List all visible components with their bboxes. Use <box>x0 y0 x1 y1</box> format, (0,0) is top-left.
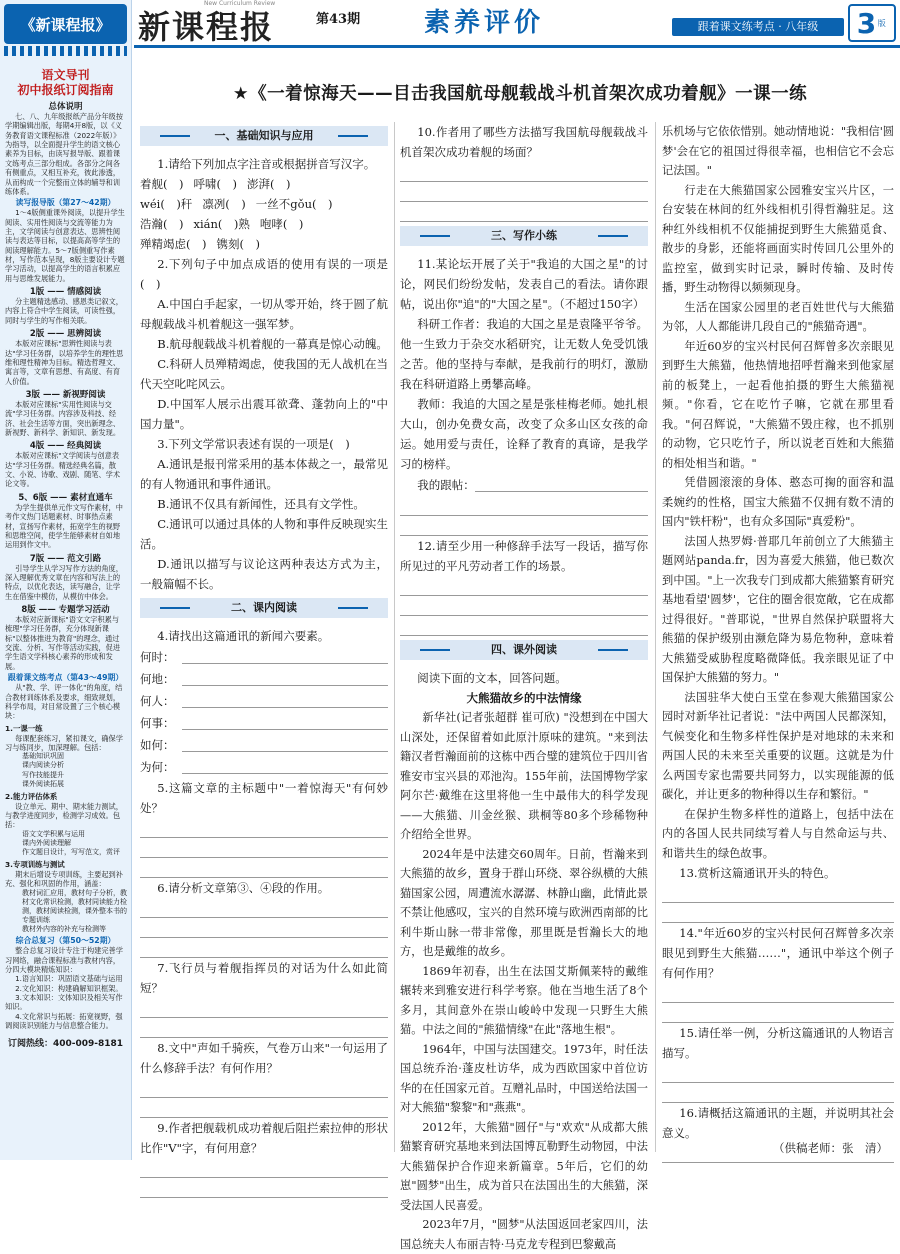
list-item: 教材外内容的补充与检测等 <box>22 925 106 934</box>
answer-line[interactable] <box>182 712 388 730</box>
answer-line[interactable] <box>140 898 388 918</box>
sidebar-subheading: 7版 —— 范文引路 <box>29 553 102 564</box>
word-item: 澎湃( ) <box>246 177 291 191</box>
answer-line[interactable] <box>140 1018 388 1038</box>
sidebar-text: 从"教、学、评一体化"的角度，结合教材训练体系及要求，细致规划，科学布局，对目常设置了三个核心模块： <box>5 683 123 721</box>
sidebar-section-heading: 跟着课文练考点（第43～49期） <box>7 673 124 683</box>
fill-label: 何事： <box>140 716 175 730</box>
page-number: 3 <box>856 6 877 40</box>
answer-line[interactable] <box>662 903 894 923</box>
answer-line[interactable] <box>140 1178 388 1198</box>
sidebar-text: 设立单元、期中、期末能力测试，与教学进度同步，检测学习成效。包括： <box>5 801 123 830</box>
sidebar-intro: 七、八、九年级报纸产品分年级按学期编辑出版，每期4开8版，以《义务教育语文课程标准（2022年版）》为指导，以全面提升学生的语文核心素养为目标，由读写报导版、跟着课文练考点三部分组成。各部分之间各有侧重点，又相互补充，彼此渗透，从而构成一个完整而立体的辅导和训练体系。 <box>5 112 123 196</box>
question: 7.飞行员与着舰指挥员的对话为什么如此简短？ <box>140 961 388 995</box>
fill-label: 何人： <box>140 694 175 708</box>
option: B.航母舰载战斗机着舰的一幕真是惊心动魄。 <box>157 337 388 351</box>
answer-line[interactable] <box>140 998 388 1018</box>
article-paragraph: 凭借圆滚滚的身体、憨态可掬的面容和温柔婉约的性格，国宝大熊猫不仅拥有数不清的国内"铁杆粉"，也有众多国际"真爱粉"。 <box>662 476 894 528</box>
word-item: wéi( )秆 <box>140 197 193 211</box>
sidebar-title: 语文导刊 <box>41 68 90 82</box>
module-list <box>0 830 131 857</box>
answer-line[interactable] <box>662 883 894 903</box>
word-item: 一丝不gǒu( ) <box>255 197 333 211</box>
fill-label: 何时： <box>140 650 175 664</box>
article-paragraph: 行走在大熊猫国家公园雅安宝兴片区，一台安装在林间的红外线相机引得哲瀚驻足。这种红外线相机不仅能捕捉到野生大熊猫觅食、散步的身影，还能将画面实时传回几公里外的监控室，做到实时记录，瞬时传输、及时传播，野生动物得以频频现身。 <box>662 183 894 294</box>
fill-row <box>400 474 648 496</box>
question: 8.文中"声如千骑疾，气卷万山来"一句运用了什么修辞手法？有何作用？ <box>140 1041 388 1075</box>
word-item: 呼啸( ) <box>193 177 237 191</box>
module-list <box>0 889 131 934</box>
option: A.中国白手起家，一切从零开始，终于圆了航母舰载战斗机着舰这一强军梦。 <box>140 297 388 331</box>
fill-row <box>140 712 388 734</box>
sidebar-subheading: 3版 —— 新视野阅读 <box>25 389 106 400</box>
answer-line[interactable] <box>400 162 648 182</box>
list-item: 课内外阅读理解 <box>22 838 71 847</box>
answer-line[interactable] <box>182 734 388 752</box>
option: B.通讯不仅具有新闻性，还具有文学性。 <box>157 497 365 511</box>
answer-line[interactable] <box>662 1003 894 1023</box>
article-paragraph: 年近60岁的宝兴村民何召辉曾多次亲眼见到野生大熊猫，他热情地招呼哲瀚来到他家屋前的板凳上，一起看他拍摄的野生大熊猫视频。"你看，它在吃竹子嘛，它就在那里看我。"何召辉说，"大熊猫不毁庄稼，也不抓别的动物，它只吃竹子，所以说老百姓和大熊猫的相处相当和谐。" <box>662 339 894 470</box>
sidebar-subheading: 5、6版 —— 素材直通车 <box>18 492 113 503</box>
sidebar-text: 本版对应新课标"语文文字积累与梳理"学习任务群，充分体现新课标"以整体推进为教育"的理念，通过交流、分析、写作等活动实践，促进学生语文学科核心素养的形成和发展。 <box>5 615 121 671</box>
fill-row <box>140 690 388 712</box>
article-title: 大熊猫故乡的中法情缘 <box>466 691 582 705</box>
answer-line[interactable] <box>662 1083 894 1103</box>
sidebar-section-heading: 读写报导版（第27～42期） <box>15 198 116 208</box>
word-row <box>140 214 388 234</box>
article-paragraph: 2024年是中法建交60周年。日前，哲瀚来到大熊猫的故乡，置身于群山环绕、翠谷纵横的大熊猫国家公园，周遭流水潺潺、林静山幽，此情此景不禁让他感叹，宝兴的自然环境与欧洲西南部的比利牛斯山脉一带非常像，那里既是哲瀚长大的地方，也是戴维的故乡。 <box>400 847 648 958</box>
section-heading: 二、课内阅读 <box>140 598 388 618</box>
answer-line[interactable] <box>400 616 648 636</box>
sidebar-text: 3.文本知识：文体知识及相关写作知识。 <box>5 992 123 1012</box>
answer-line[interactable] <box>182 646 388 664</box>
answer-line[interactable] <box>140 1078 388 1098</box>
sidebar-text: 1.语言知识：巩固语文基础与运用 <box>15 974 123 984</box>
word-item: 咆哮( ) <box>259 217 304 231</box>
newspaper-logo: 《新课程报》 <box>4 4 127 44</box>
module-heading: 3.专项训练与测试 <box>5 860 65 870</box>
column-divider <box>394 122 395 1152</box>
list-item: 课内阅读分析 <box>22 761 64 770</box>
answer-line[interactable] <box>140 1098 388 1118</box>
question: 14."年近60岁的宝兴村民何召辉曾多次亲眼见到野生大熊猫……"，通讯中举这个例子有何作用？ <box>662 926 894 980</box>
word-row <box>140 194 388 214</box>
answer-line[interactable] <box>400 182 648 202</box>
question: 4.请找出这篇通讯的新闻六要素。 <box>157 629 330 643</box>
article-paragraph: 乐机场与它依依惜别。她动情地说："我相信'圆梦'会在它的祖国过得很幸福，也相信它不会忘记法国。" <box>662 125 894 177</box>
word-item: 镌刻( ) <box>216 237 260 251</box>
fill-row <box>140 734 388 756</box>
answer-line[interactable] <box>475 474 648 492</box>
module-heading: 2.能力评估体系 <box>5 791 58 801</box>
column-divider <box>655 122 656 1152</box>
question: 12.请至少用一种修辞手法写一段话，描写你所见过的平凡劳动者工作的场景。 <box>400 539 648 573</box>
sidebar-text: 为学生提供单元作文写作素材，中考作文热门话题素材、时事热点素材，宣扬写作素材，拓宽学生的视野和思维空间，使学生能够素材自如地运用到作文中。 <box>5 502 123 550</box>
page-number-box <box>848 4 896 42</box>
question: 5.这篇文章的主标题中"一着惊海天"有何妙处？ <box>140 781 388 815</box>
question: 16.请概括这篇通讯的主题，并说明其社会意义。 <box>662 1106 894 1140</box>
list-item: 语文文学积累与运用 <box>22 829 85 838</box>
answer-line[interactable] <box>182 756 388 774</box>
word-item: 殚精竭虑( ) <box>140 237 207 251</box>
sidebar-title-2: 初中报纸订阅指南 <box>17 83 114 97</box>
option: A.通讯是报刊常采用的基本体裁之一，最常见的有人物通讯和事件通讯。 <box>140 457 388 491</box>
module-heading: 1.一课一练 <box>5 723 43 733</box>
option: C.科研人员殚精竭虑，使我国的无人战机在当代天空叱咤风云。 <box>140 357 388 391</box>
fill-label: 何地： <box>140 672 175 686</box>
question: 2.下列句子中加点成语的使用有误的一项是( ) <box>140 257 388 291</box>
word-item: 浩瀚( ) <box>140 217 184 231</box>
article-paragraph: 法国人热罗姆·普耶几年前创立了大熊猫主题网站panda.fr，因为喜爱大熊猫，他已数次到中国。"上一次我专门到成都大熊猫繁育研究基地看望'圆梦'，它住的圈舍很宽敞，它在成都过得很好。"普耶说，"世界自然保护联盟将大熊猫的保护级别由濒危降为易危物种，意味着大熊猫受威胁程度略微降低。我亲眼见证了中国保护大熊猫的努力。" <box>662 534 894 684</box>
column-1 <box>140 122 388 1198</box>
sidebar-text: 本版对应课标"文学阅读与创意表达"学习任务群。精选经典名篇，散文、小说、诗歌、戏剧、随笔、学术论文等。 <box>5 451 121 489</box>
question: 10.作者用了哪些方法描写我国航母舰载战斗机首架次成功着舰的场面？ <box>400 125 648 159</box>
sidebar <box>0 0 132 1160</box>
article-paragraph: 在保护生物多样性的道路上，包括中法在内的各国人民共同续写着人与自然命运与共、和谐共生的绿色故事。 <box>662 807 894 860</box>
section-name: 素养评价 <box>424 8 545 38</box>
masthead-english: New Curriculum Review <box>204 0 276 7</box>
question: 13.赏析这篇通讯开头的特色。 <box>679 866 836 880</box>
sidebar-subheading: 4版 —— 经典阅读 <box>29 441 102 452</box>
decorative-strip <box>4 46 127 56</box>
fill-row <box>140 756 388 778</box>
answer-line[interactable] <box>140 858 388 878</box>
sidebar-text: 2.文化知识：构建确解知识框架。 <box>15 983 123 993</box>
example-post: 科研工作者：我追的大国之星是袁隆平爷爷。他一生致力于杂交水稻研究，让无数人免受饥饿之苦。他的坚持与奉献，是我前行的明灯，激励我在科研道路上勇攀高峰。 <box>400 317 648 391</box>
sidebar-text: 整合总复习设计专注于构建完善学习网络，融合课程标准与教材内容，分四大模块精炼知识： <box>5 946 123 974</box>
word-item: xián( )熟 <box>193 217 250 231</box>
answer-line[interactable] <box>182 668 388 686</box>
masthead: 新课程报 <box>138 8 275 46</box>
column-3 <box>662 122 894 1163</box>
sidebar-subheading: 1版 —— 情感阅读 <box>29 287 102 298</box>
option: C.通讯可以通过具体的人物和事件反映现实生活。 <box>140 517 388 551</box>
question: 15.请任举一例，分析这篇通讯的人物语言描写。 <box>662 1026 894 1060</box>
word-item: 着舰( ) <box>140 177 184 191</box>
fill-label: 如何： <box>140 738 175 752</box>
answer-line[interactable] <box>662 1063 894 1083</box>
sidebar-text: 本版对应课标"实用性阅读与交流"学习任务群。内容涉及科技、经济、社会生活等方面，突出新理念、新视野、新科学、新知识、新发现。 <box>5 399 121 438</box>
article-paragraph: 1869年初春，出生在法国艾斯佩莱特的戴维辗转来到雅安进行科学考察。他在当地生活了8个多月，其间意外在崇山峻岭中发现一只野生大熊猫。中法之间的"熊猫情缘"在此"落地生根"。 <box>400 964 648 1036</box>
sidebar-text: 4.文化常识与拓展：拓宽视野，强调阅读识别能力与信息整合能力。 <box>5 1011 123 1031</box>
answer-line[interactable] <box>182 690 388 708</box>
sidebar-text: 期末后增设专项训练，主要起到补充、强化和巩固的作用，涵盖： <box>5 870 123 889</box>
fill-row <box>140 668 388 690</box>
overall-heading: 总体说明 <box>48 102 83 112</box>
section-heading: 三、写作小练 <box>400 226 648 246</box>
word-row <box>140 174 388 194</box>
word-item: 凛冽( ) <box>202 197 246 211</box>
question: 9.作者把舰载机成功着舰后阻拦索拉伸的形状比作"V"字，有何用意？ <box>140 1121 388 1155</box>
sidebar-subheading: 2版 —— 思辨阅读 <box>29 329 102 340</box>
column-2 <box>400 122 648 1254</box>
fill-label: 我的跟帖： <box>417 478 475 492</box>
list-item: 教材词汇应用，教材句子分析，教材文化常识检测，教材同读能力检测，教材阅读检测，课外整本书的专题训练 <box>22 888 127 925</box>
question: 3.下列文学常识表述有误的一项是( ) <box>157 437 350 451</box>
answer-line[interactable] <box>400 516 648 536</box>
sidebar-subheading: 8版 —— 专题学习活动 <box>21 605 110 616</box>
answer-line[interactable] <box>400 596 648 616</box>
question: 1.请给下列加点字注音或根据拼音写汉字。 <box>157 157 376 171</box>
answer-line[interactable] <box>140 1158 388 1178</box>
page-header <box>134 0 900 48</box>
page-unit: 版 <box>877 19 887 27</box>
answer-line[interactable] <box>140 938 388 958</box>
list-item: 写作技能提升 <box>22 770 64 779</box>
example-post: 教师：我追的大国之星是张桂梅老师。她扎根大山，创办免费女高，改变了众多山区女孩的命运。她用爱与责任，诠释了教育的真谛，是我学习的榜样。 <box>400 397 648 471</box>
article-paragraph: 生活在国家公园里的老百姓世代与大熊猫为邻，人人都能讲几段自己的"熊猫奇遇"。 <box>662 300 894 333</box>
fill-label: 为何： <box>140 760 175 774</box>
option: D.通讯以描写与议论这两种表达方式为主，一般篇幅不长。 <box>140 557 388 591</box>
issue-number: 第43期 <box>316 12 361 27</box>
list-item: 基础知识巩固 <box>22 752 64 761</box>
word-row <box>140 234 388 254</box>
answer-line[interactable] <box>140 918 388 938</box>
section-heading: 一、基础知识与应用 <box>140 126 388 146</box>
option: D.中国军人展示出震耳欲聋、蓬勃向上的"中国力量"。 <box>140 397 388 431</box>
sidebar-text: 引导学生从学习写作方法的角度，深入理解优秀文章在内容和写法上的特点，以优化表达，读写融合，让学生在借鉴中模仿，从模仿中体会。 <box>5 563 123 601</box>
list-item: 作文题目设计，写写范文，赏评 <box>22 847 120 856</box>
answer-line[interactable] <box>140 838 388 858</box>
article-paragraph: 新华社(记者张超群 崔可欣) "没想到在中国大山深处，还保留着如此原汁原味的建筑。"来到法籍汉者哲瀚面前的这栋中西合璧的建筑位于四川省雅安市宝兴县的邓池沟。155年前，法国博物学家阿尔芒·戴维在这里将他一生中最伟大的科学发现——大熊猫、川金丝猴、珙桐等80多个珍稀物种介绍给全世界。 <box>400 711 648 841</box>
article-paragraph: 2023年7月，"圆梦"从法国返回老家四川，法国总统夫人布丽吉特·马克龙专程到巴黎戴高 <box>400 1218 648 1251</box>
answer-line[interactable] <box>400 202 648 222</box>
answer-line[interactable] <box>140 818 388 838</box>
list-item: 课外阅读拓展 <box>22 779 64 788</box>
answer-line[interactable] <box>400 576 648 596</box>
question: 11.某论坛开展了关于"我追的大国之星"的讨论，网民们纷纷发帖，发表自己的看法。请你跟帖，说出你"追"的"大国之星"。（不超过150字） <box>400 257 648 311</box>
sidebar-text: 1～4版侧重课外阅读，以提升学生阅读、实用性阅读与交流等能力为主，文学阅读与创意表达、思辨性阅读与表达等目标，以提高高等学生的阅读理解能力。5～7版侧重写作素材，写作范本呈现，8版主要设计专题学习活动，以提高学生的语言积累应用与思维发展能力。 <box>5 208 125 283</box>
tagline: 跟着课文练考点 · 八年级 <box>672 18 844 36</box>
page-title: ★《一着惊海天——目击我国航母舰载战斗机首架次成功着舰》一课一练 <box>232 84 808 104</box>
article-paragraph: 2012年，大熊猫"圆仔"与"欢欢"从成都大熊猫繁育研究基地来到法国博瓦勒野生动物园，中法大熊猫保护合作迎来新篇章。5年后，它们的幼崽"圆梦"出生，成为首只在法国出生的大熊猫，深受法国人民喜爱。 <box>400 1120 648 1212</box>
sidebar-text: 本版对应课标"思辨性阅读与表达"学习任务群，以培养学生的理性思维和理性精神为目标。精选哲理文、寓言等，文章有思想、有高度、有育人价值。 <box>5 339 124 386</box>
instruction: 阅读下面的文本，回答问题。 <box>417 671 567 685</box>
answer-line[interactable] <box>662 983 894 1003</box>
answer-line[interactable] <box>400 496 648 516</box>
article-paragraph: 1964年，中国与法国建交。1973年，时任法国总统乔治·蓬皮杜访华，成为西欧国家中首位访华的在任国家元首。互赠礼品时，中国送给法国一对大熊猫"黎黎"和"燕燕"。 <box>400 1042 648 1114</box>
sidebar-section-heading: 综合总复习（第50～52期） <box>15 936 116 946</box>
fill-row <box>140 646 388 668</box>
contributor-credit: （供稿老师：张 清） <box>773 1141 888 1155</box>
article-paragraph: 法国驻华大使白玉堂在参观大熊猫国家公园时对新华社记者说："法中两国人民都深知，气候变化和生物多样性保护是对地球的未来和两国人民的未来至关重要的议题。这就是为什么两国专家也需要共同努力，以实现能源的低碳化，并让更多的物种得以生存和繁衍。" <box>662 690 894 801</box>
sidebar-text: 分主题精选感动、感恩类记叙文，内容上符合中学生阅读，可读性强，同时与学生的写作相关联。 <box>5 297 123 325</box>
section-heading: 四、课外阅读 <box>400 640 648 660</box>
module-list <box>0 752 131 788</box>
question: 6.请分析文章第③、④段的作用。 <box>157 881 330 895</box>
sidebar-text: 每课配套练习，紧扣课文，确保学习与练同步，加深理解。包括： <box>5 733 123 752</box>
subscription-hotline: 订阅热线：400-009-8181 <box>7 1039 124 1050</box>
